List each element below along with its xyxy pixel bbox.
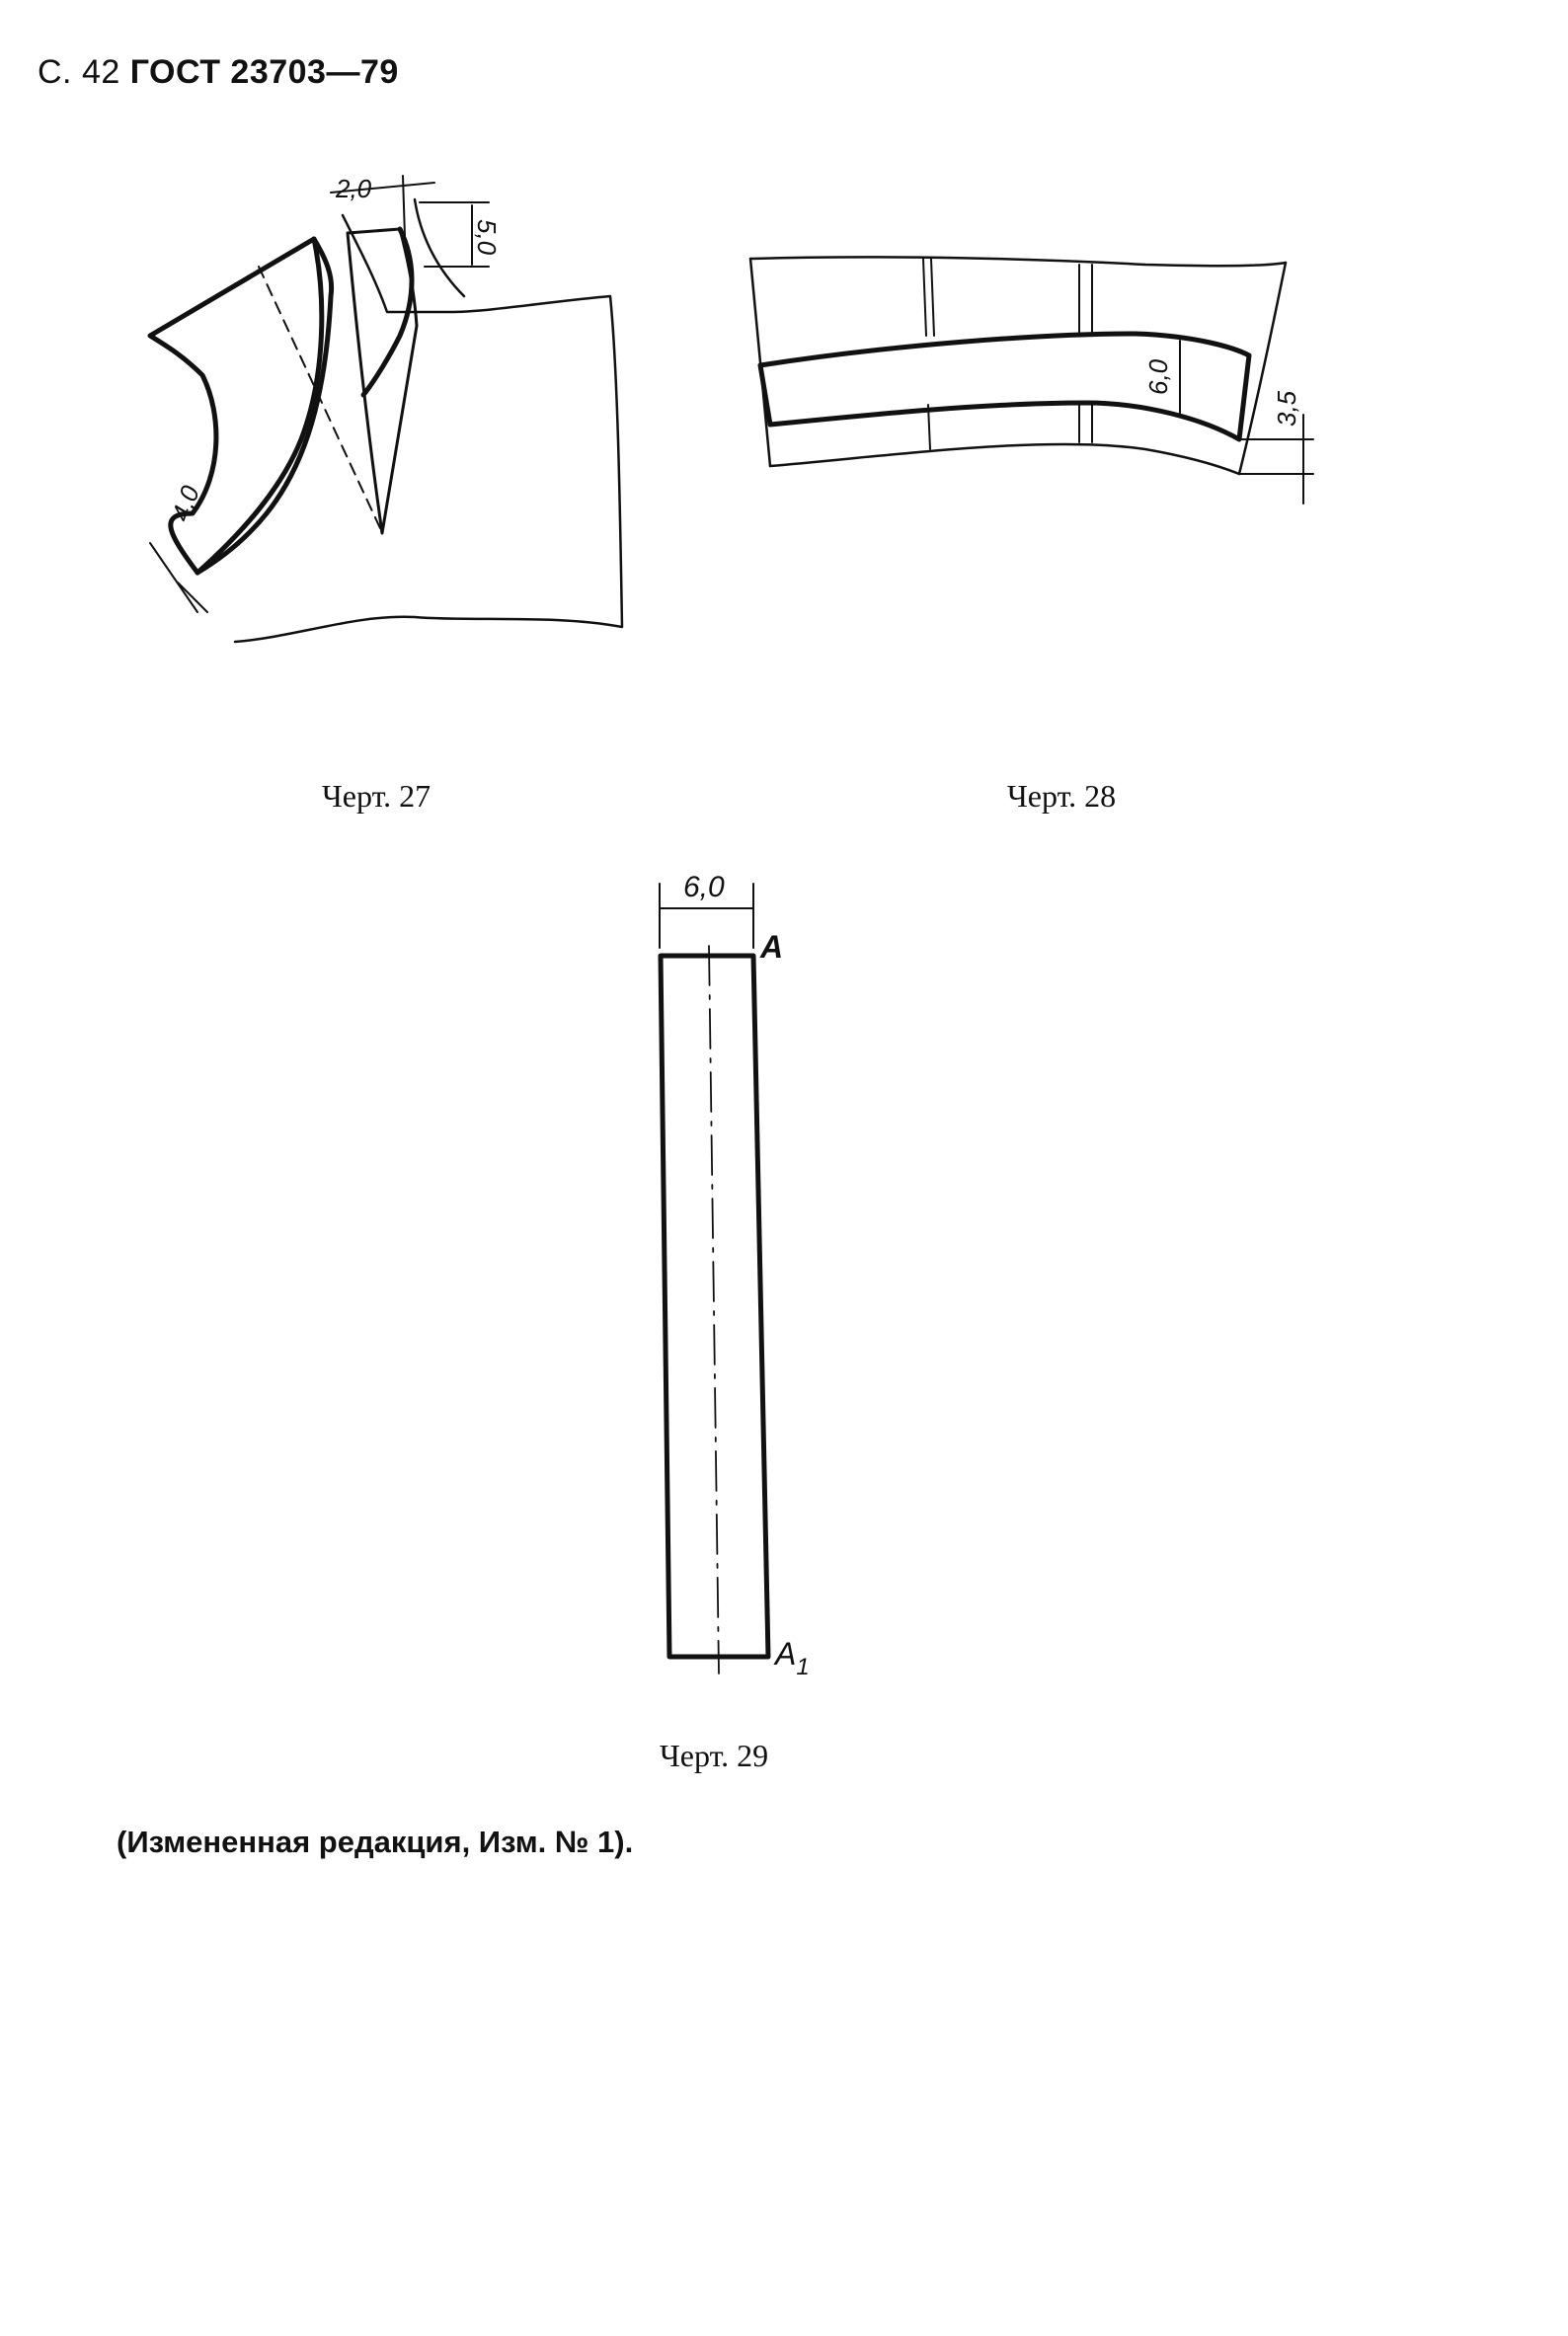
standard-number: ГОСТ 23703—79 <box>129 53 399 91</box>
fig29-strip <box>661 956 768 1657</box>
figure-28-drawing <box>750 257 1313 504</box>
fig28-band <box>760 334 1249 439</box>
fig27-collar-piece <box>150 239 332 573</box>
fig29-dim-6-label: 6,0 <box>683 871 725 903</box>
fig28-stitch-1 <box>923 259 926 336</box>
figure-27-drawing <box>150 176 622 642</box>
page-number: С. 42 <box>38 53 120 91</box>
fig27-dim-2-label: 2,0 <box>336 174 372 203</box>
fig28-dim-35-label: 3,5 <box>1272 390 1301 427</box>
figure-27-caption: Черт. 27 <box>322 778 431 814</box>
figure-29-caption: Черт. 29 <box>660 1738 769 1773</box>
amendment-note: (Измененная редакция, Изм. № 1). <box>117 1825 634 1859</box>
fig27-neck-curve <box>415 199 464 296</box>
fig29-point-a-label: A <box>760 929 784 965</box>
fig27-dart <box>348 229 417 533</box>
fig29-point-a1-label <box>773 1636 810 1680</box>
fig27-dim-4-line <box>150 543 197 612</box>
fig28-outer-bottom <box>770 444 1239 474</box>
fig28-stitch-2 <box>931 259 934 336</box>
fig29-point-a1-subscript: 1 <box>796 1654 810 1680</box>
figure-29-drawing <box>660 884 768 1674</box>
fig29-center-line <box>709 946 719 1674</box>
fig27-dim-4-label: 4,0 <box>165 481 206 526</box>
fig27-front-outline <box>235 215 622 642</box>
fig27-dim-4-ext <box>178 583 207 612</box>
fig28-outer-top <box>750 257 1286 266</box>
fig28-dim-6-label: 6,0 <box>1143 358 1173 395</box>
fig27-dim-5-label: 5,0 <box>472 219 502 256</box>
figure-28-caption: Черт. 28 <box>1007 778 1117 814</box>
fig29-point-a1-letter: A <box>775 1636 797 1672</box>
